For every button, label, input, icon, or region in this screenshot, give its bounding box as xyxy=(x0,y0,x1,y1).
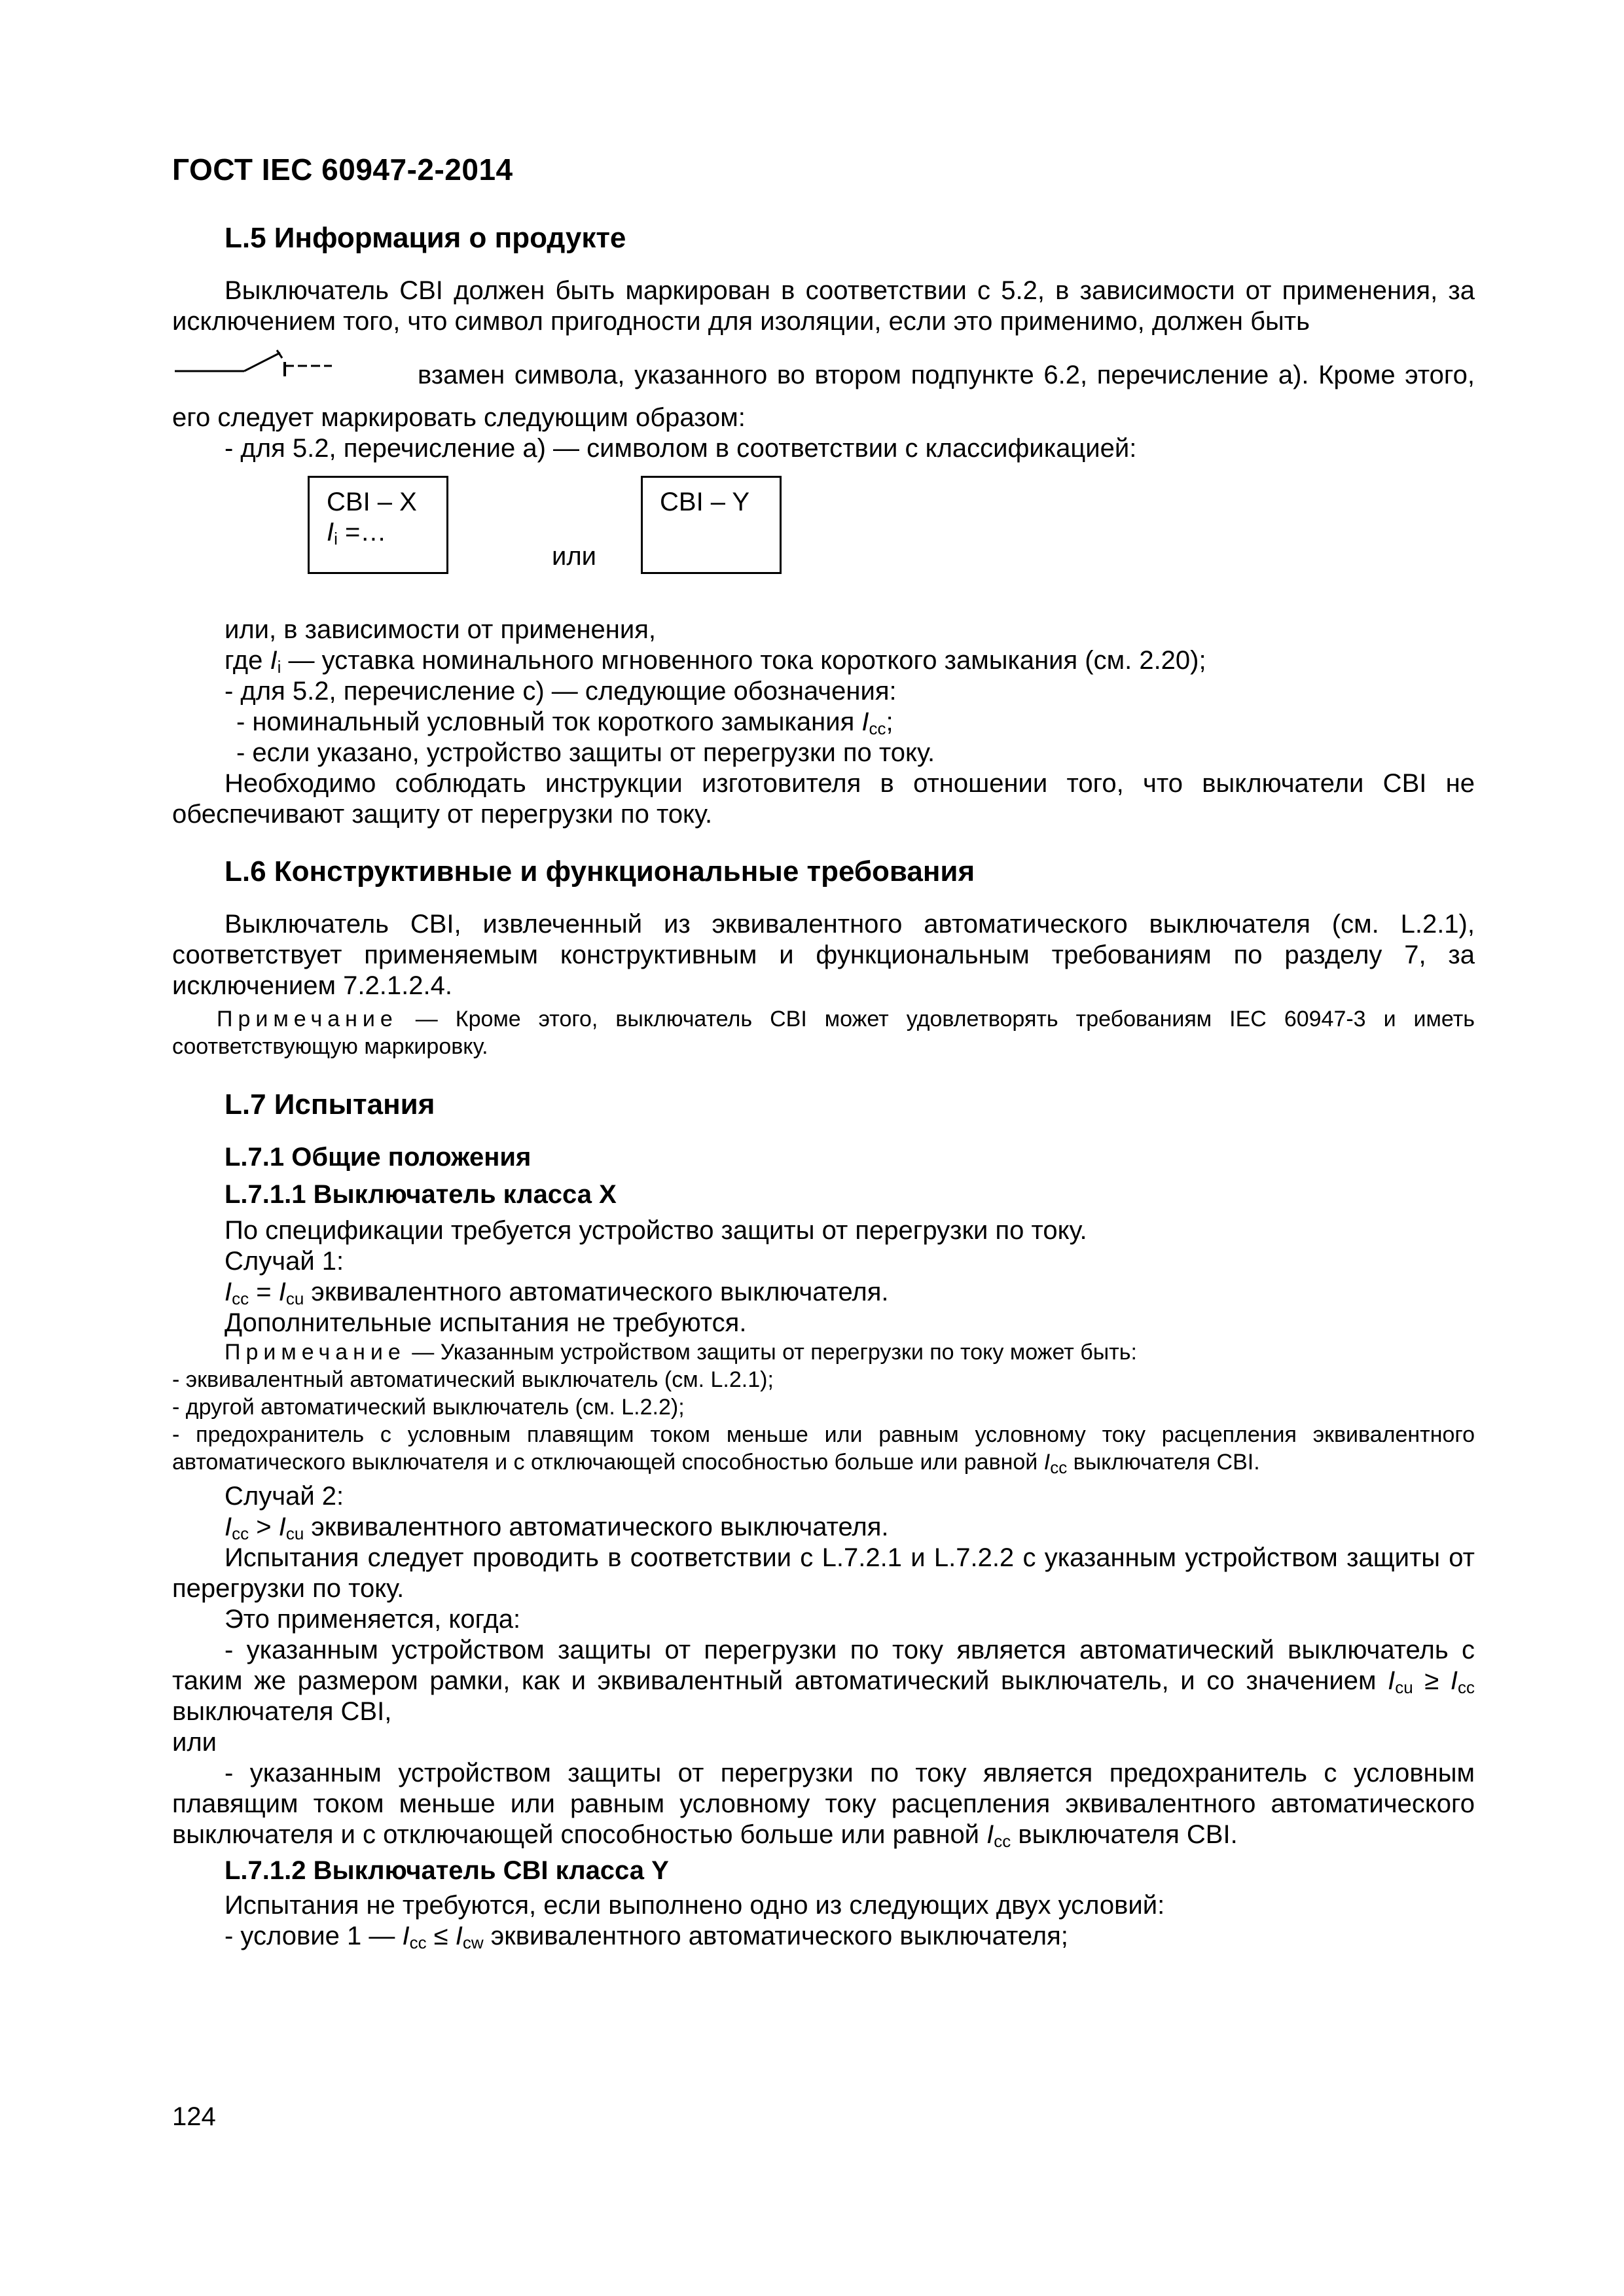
case-2-or: или xyxy=(172,1728,217,1757)
l5-item-c2: - если указано, устройство защиты от перегрузки по току. xyxy=(236,738,935,767)
cbi-x-setting: $I_i$ =… xyxy=(327,518,387,548)
case-2-paragraph-3: Это применяется, когда: xyxy=(225,1605,521,1634)
case-2-bullet-2: - указанным устройством защиты от перегрузки по току является предохранитель с условным плавящим током меньше или равным условному току расцепления эквивалентного автоматического выключателя и с отключающей способностью больше или равной $I_{cc}$ выключателя CBI. xyxy=(172,1759,1475,1851)
section-l5-title: L.5 Информация о продукте xyxy=(225,222,626,254)
box-or-label: или xyxy=(552,542,597,571)
l711-note-item-3: - предохранитель с условным плавящим током меньше или равным условному току расцепления эквивалентного автоматического выключателя и с отключающей способностью больше или равной $I_{cc}$ выключателя CBI. xyxy=(172,1422,1475,1477)
l5-item-a: - для 5.2, перечисление а) — символом в соответствии с классификацией: xyxy=(225,434,1137,463)
document-header: ГОСТ IEC 60947-2-2014 xyxy=(172,152,513,187)
l712-paragraph-1: Испытания не требуются, если выполнено одно из следующих двух условий: xyxy=(225,1891,1165,1920)
cbi-y-title: CBI – Y xyxy=(660,488,750,516)
section-l711-title: L.7.1.1 Выключатель класса X xyxy=(225,1180,617,1209)
l5-symbol-row xyxy=(172,337,1475,403)
l5-after-boxes: или, в зависимости от применения, xyxy=(225,615,657,644)
section-l71-title: L.7.1 Общие положения xyxy=(225,1143,532,1172)
l711-note-item-2: - другой автоматический выключатель (см. L.2.2); xyxy=(172,1395,685,1420)
l5-item-c: - для 5.2, перечисление с) — следующие обозначения: xyxy=(225,677,897,706)
classification-boxes xyxy=(172,464,1475,615)
l5-where-line: где $I_i$ — уставка номинального мгновенного тока короткого замыкания (см. 2.20); xyxy=(225,646,1206,677)
case-1-paragraph-2: Дополнительные испытания не требуются. xyxy=(225,1308,747,1337)
l711-note: Примечание — Указанным устройством защиты от перегрузки по току может быть: xyxy=(225,1340,1137,1365)
l712-condition-1: - условие 1 — $I_{cc} \le I_{cw}$ эквивалентного автоматического выключателя; xyxy=(225,1922,1068,1952)
section-l7-title: L.7 Испытания xyxy=(225,1088,435,1121)
l5-paragraph-1-cont: взамен символа, указанного во втором подпункте 6.2, перечисление а). Кроме этого, xyxy=(418,361,1475,389)
l6-paragraph-1: Выключатель CBI, извлеченный из эквивалентного автоматического выключателя (см. L.2.1), соответствует применяемым конструктивным и функциональным требованиям по разделу 7, за исключением 7.2.1.2.4. xyxy=(172,910,1475,1000)
case-2-bullet-1: - указанным устройством защиты от перегрузки по току является автоматический выключатель с таким же размером рамки, как и эквивалентный автоматический выключатель, и со значением $I_{cu} \ge I_{cc}$ выключателя CBI, xyxy=(172,1636,1475,1726)
l711-paragraph-1: По спецификации требуется устройство защиты от перегрузки по току. xyxy=(225,1216,1087,1245)
l711-note-item-1: - эквивалентный автоматический выключатель (см. L.2.1); xyxy=(172,1367,774,1392)
l5-need-paragraph: Необходимо соблюдать инструкции изготовителя в отношении того, что выключатели CBI не обеспечивают защиту от перегрузки по току. xyxy=(172,769,1475,829)
cbi-x-box xyxy=(308,476,448,574)
case-1-label: Случай 1: xyxy=(225,1247,344,1276)
case-2-paragraph-2: Испытания следует проводить в соответствии с L.7.2.1 и L.7.2.2 с указанным устройством защиты от перегрузки по току. xyxy=(172,1543,1475,1603)
l5-paragraph-1-end: его следует маркировать следующим образом: xyxy=(172,403,746,432)
section-l6-title: L.6 Конструктивные и функциональные требования xyxy=(225,855,975,888)
l6-note: Примечание — Кроме этого, выключатель CBI может удовлетворять требованиям IEC 60947-3 и иметь соответствующую маркировку. xyxy=(172,1007,1475,1059)
document-body xyxy=(172,223,1475,1952)
isolator-switch-symbol-icon xyxy=(172,342,342,382)
cbi-y-box xyxy=(641,476,782,574)
page-number: 124 xyxy=(172,2102,216,2131)
section-l712-title: L.7.1.2 Выключатель CBI класса Y xyxy=(225,1856,669,1885)
l5-item-c1: - номинальный условный ток короткого замыкания $I_{cc}$; xyxy=(236,708,893,738)
l5-paragraph-1: Выключатель CBI должен быть маркирован в соответствии с 5.2, в зависимости от применения, за исключением того, что символ пригодности для изоляции, если это применимо, должен быть xyxy=(172,276,1475,336)
case-2-label: Случай 2: xyxy=(225,1482,344,1511)
case-2-formula: $I_{cc} > I_{cu}$ эквивалентного автоматического выключателя. xyxy=(225,1513,889,1543)
cbi-x-title: CBI – X xyxy=(327,488,417,516)
case-1-formula: $I_{cc} = I_{cu}$ эквивалентного автоматического выключателя. xyxy=(225,1278,889,1308)
